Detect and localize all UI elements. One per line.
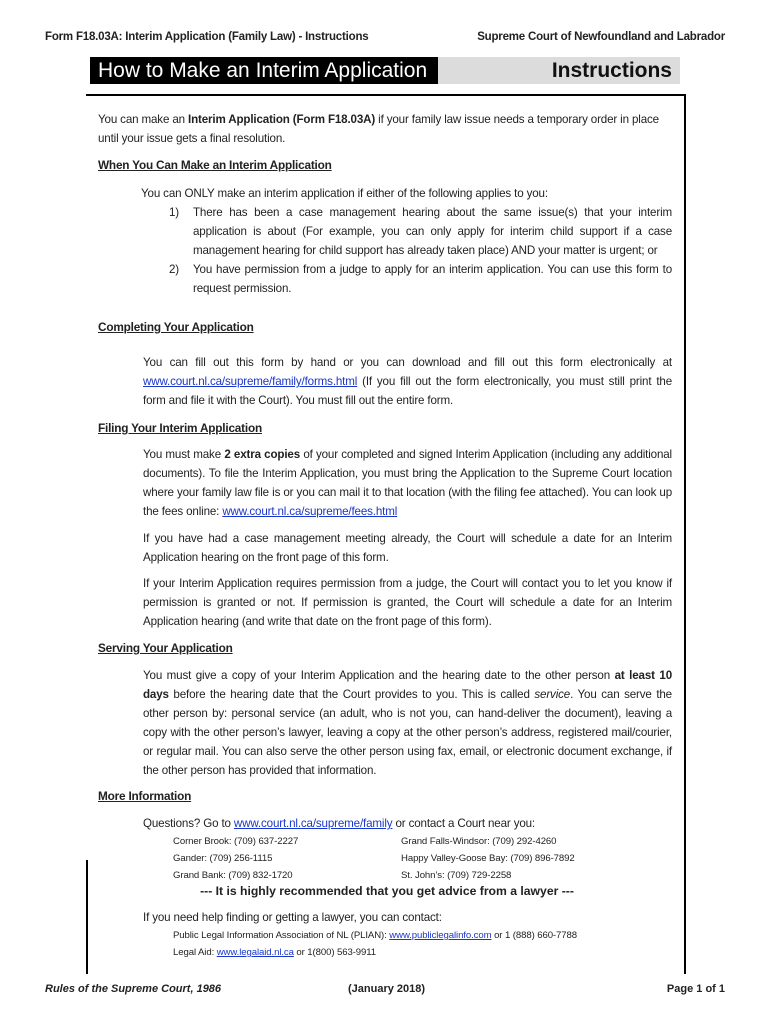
contact-st-johns: St. John’s: (709) 729-2258 <box>401 870 512 881</box>
serving-text: You must give a copy of your Interim Application and the hearing date to the other person <box>143 669 615 682</box>
intro-paragraph <box>98 110 674 148</box>
list-text: You have permission from a judge to apply for an interim application. You can use this form to request permission. <box>193 263 672 295</box>
help-line: If you need help finding or getting a lawyer, you can contact: <box>143 911 442 924</box>
section-heading-more-info: More Information <box>98 789 192 803</box>
plian-phone: or 1 (888) 660-7788 <box>491 930 577 941</box>
legal-aid-phone: or 1(800) 563-9911 <box>293 947 377 958</box>
plian-text: Public Legal Information Association of NL (PLIAN): <box>173 930 390 941</box>
family-link[interactable]: www.court.nl.ca/supreme/family <box>233 817 393 830</box>
contact-grand-falls: Grand Falls-Windsor: (709) 292-4260 <box>401 836 557 847</box>
legal-aid-text: Legal Aid: <box>173 947 217 958</box>
completing-paragraph <box>143 353 672 410</box>
questions-text: Questions? Go to <box>143 817 234 830</box>
questions-text-end: or contact a Court near you: <box>392 817 536 830</box>
help-contacts <box>173 927 678 961</box>
filing-copies: 2 extra copies <box>224 448 301 461</box>
serving-text-end: . You can serve the other person by: personal service (an adult, who is not you, can hand-deliver the document), leaving a copy with the other person’s lawyer, leaving a copy at the other person’s address, registered mail/courier, or regular mail. You can also serve the other person using fax, email, or electronic document exchange, if the other person has provided that information. <box>143 688 672 777</box>
contact-corner-brook: Corner Brook: (709) 637-2227 <box>173 836 299 847</box>
list-item <box>169 203 672 260</box>
footer-rules: Rules of the Supreme Court, 1986 <box>45 983 222 995</box>
frame-left-border <box>86 860 88 974</box>
legal-aid-contact <box>173 944 678 961</box>
intro-text: You can make an <box>98 113 188 126</box>
list-number: 1) <box>169 206 180 219</box>
section-heading-filing: Filing Your Interim Application <box>98 421 262 435</box>
questions-line <box>143 814 673 833</box>
contacts-right <box>401 833 575 884</box>
intro-form-name: Interim Application (Form F18.03A) <box>188 113 376 126</box>
legal-aid-link[interactable]: www.legalaid.nl.ca <box>216 947 294 958</box>
filing-paragraph-3: If your Interim Application requires permission from a judge, the Court will contact you to let you know if permission is granted or not. If permission is granted, the Court will schedule a date for an Interim Application hearing (and write that date on the front page of this form). <box>143 577 672 628</box>
when-lead: You can ONLY make an interim application if either of the following applies to you: <box>141 187 548 200</box>
serving-paragraph <box>143 666 672 780</box>
contact-grand-bank: Grand Bank: (709) 832-1720 <box>173 870 293 881</box>
contact-gander: Gander: (709) 256-1115 <box>173 853 273 864</box>
intro-text-end: if your family law issue needs a temporary order in place until your issue gets a final resolution. <box>98 113 659 145</box>
section-heading-completing: Completing Your Application <box>98 320 254 334</box>
completing-text-end: (If you fill out the form electronically, you must still print the form and file it with the Court). You must fill out the entire form. <box>143 375 672 407</box>
plian-contact <box>173 927 678 944</box>
fees-link[interactable]: www.court.nl.ca/supreme/fees.html <box>222 505 398 518</box>
serving-term: service <box>534 688 571 701</box>
filing-paragraph-1 <box>143 445 672 521</box>
contact-happy-valley: Happy Valley-Goose Bay: (709) 896-7892 <box>401 853 575 864</box>
when-list <box>169 203 672 298</box>
frame-right-border <box>684 94 686 974</box>
footer-page-number: Page 1 of 1 <box>666 983 725 995</box>
court-name: Supreme Court of Newfoundland and Labrador <box>477 31 725 43</box>
list-text: There has been a case management hearing about the same issue(s) that your interim application is about (For example, you can only apply for interim child support if a case management hearing for child support has already taken place) AND your matter is urgent; or <box>193 206 672 257</box>
list-item <box>169 260 672 298</box>
filing-paragraph-2: If you have had a case management meeting already, the Court will schedule a date for an Interim Application hearing on the front page of this form. <box>143 532 672 564</box>
instructions-label: Instructions <box>438 57 680 84</box>
serving-text-mid: before the hearing date that the Court provides to you. This is called <box>168 688 535 701</box>
list-number: 2) <box>169 263 180 276</box>
filing-text-mid: of your completed and signed Interim Application (including any additional documents). To file the Interim Application, you must bring the Application to the Supreme Court location where your family law file is or you can mail it to that location (with the filing fee attached). You can look up the fees online: <box>143 448 672 518</box>
completing-text: You can fill out this form by hand or you can download and fill out this form electronically at <box>143 356 672 369</box>
section-heading-when: When You Can Make an Interim Application <box>98 158 332 172</box>
footer-date: (January 2018) <box>348 983 426 995</box>
lawyer-recommendation: --- It is highly recommended that you get advice from a lawyer --- <box>200 884 574 898</box>
frame-top-border <box>86 94 686 96</box>
contacts-left <box>173 833 298 884</box>
serving-deadline: at least 10 days <box>143 669 672 701</box>
page-title: How to Make an Interim Application <box>90 57 438 84</box>
section-heading-serving: Serving Your Application <box>98 641 233 655</box>
plian-link[interactable]: www.publiclegalinfo.com <box>389 930 492 941</box>
forms-link[interactable]: www.court.nl.ca/supreme/family/forms.html <box>143 375 358 388</box>
form-title: Form F18.03A: Interim Application (Family Law) - Instructions <box>45 31 369 43</box>
filing-text: You must make <box>143 448 225 461</box>
